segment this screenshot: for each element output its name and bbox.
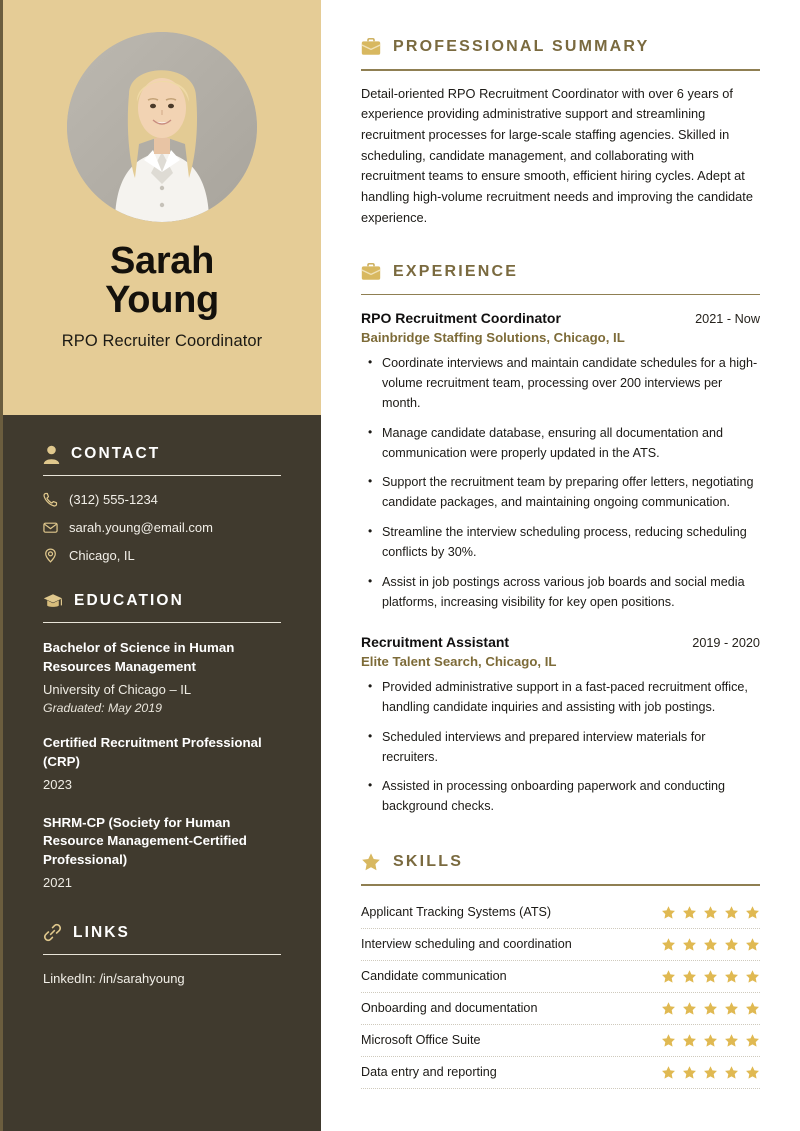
job-bullet: • Manage candidate database, ensuring all documentation and communication were properly updated in the ATS. xyxy=(379,424,760,464)
section-links xyxy=(3,921,321,986)
education-item xyxy=(43,814,281,893)
star-icon xyxy=(703,937,718,952)
education-item xyxy=(43,639,281,715)
skill-name: Data entry and reporting xyxy=(361,1065,497,1080)
links-header xyxy=(43,921,281,945)
star-icon xyxy=(745,1001,760,1016)
job-role: Recruitment Assistant xyxy=(361,633,510,650)
summary-text: Detail-oriented RPO Recruitment Coordinator with over 6 years of experience providing administrative support and streamlining recruitment processes for large-scale staffing agencies. Skilled in scheduling, candidate management, and collaborating with recruitment teams to ensure smooth, efficient hiring cycles. Adept at handling high-volume recruitment needs and improving the candidate experience. xyxy=(361,85,753,225)
star-icon xyxy=(724,1001,739,1016)
skill-name: Applicant Tracking Systems (ATS) xyxy=(361,905,552,920)
avatar xyxy=(67,32,257,222)
sidebar xyxy=(0,0,321,1131)
job-heading-row xyxy=(361,634,760,650)
skills-title: SKILLS xyxy=(393,853,464,871)
person-icon xyxy=(43,445,60,464)
links-title: LINKS xyxy=(73,923,130,941)
experience-job xyxy=(361,634,760,817)
star-icon xyxy=(703,1065,718,1080)
section-professional-summary xyxy=(361,34,760,229)
job-bullet: • Coordinate interviews and maintain candidate schedules for a high-volume recruitment team, processing over 200 interviews per month. xyxy=(379,354,760,414)
job-bullet: • Provided administrative support in a fast-paced recruitment office, handling candidate inquiries and assisting with job postings. xyxy=(379,678,760,718)
section-contact xyxy=(3,442,321,563)
section-education xyxy=(3,589,321,893)
star-icon xyxy=(682,1001,697,1016)
profile-header xyxy=(3,0,321,415)
education-degree: SHRM-CP (Society for Human Resource Management-Certified Professional) xyxy=(43,814,247,868)
skill-row xyxy=(361,1025,760,1057)
job-company: Bainbridge Staffing Solutions, Chicago, IL xyxy=(361,330,625,346)
envelope-icon xyxy=(43,520,58,535)
job-role: RPO Recruitment Coordinator xyxy=(361,310,561,327)
job-dates: 2019 - 2020 xyxy=(692,635,760,650)
section-skills xyxy=(361,849,760,1089)
star-icon xyxy=(682,1033,697,1048)
job-bullet: • Scheduled interviews and prepared interview materials for recruiters. xyxy=(379,728,760,768)
star-icon xyxy=(682,1065,697,1080)
star-icon xyxy=(682,969,697,984)
chain-link-icon xyxy=(43,923,62,942)
education-title: EDUCATION xyxy=(74,592,184,609)
skill-row xyxy=(361,929,760,961)
star-icon xyxy=(682,937,697,952)
graduation-cap-icon xyxy=(43,593,63,610)
contact-title: CONTACT xyxy=(71,445,161,462)
star-icon xyxy=(661,937,676,952)
contact-item-email[interactable] xyxy=(43,520,281,535)
contact-item-phone[interactable] xyxy=(43,492,281,507)
skill-rating-stars xyxy=(661,1001,760,1016)
star-icon xyxy=(724,1033,739,1048)
education-item xyxy=(43,734,281,794)
star-icon xyxy=(745,937,760,952)
location-pin-icon xyxy=(43,548,58,563)
star-icon xyxy=(361,852,381,872)
profile-name-last: Young xyxy=(105,278,219,321)
skill-rating-stars xyxy=(661,1065,760,1080)
star-icon xyxy=(661,1033,676,1048)
skill-rating-stars xyxy=(661,937,760,952)
divider xyxy=(361,294,760,296)
star-icon xyxy=(703,969,718,984)
education-header xyxy=(43,589,281,613)
contact-item-location[interactable] xyxy=(43,548,281,563)
job-bullet: • Support the recruitment team by preparing offer letters, negotiating candidate packages, and maintaining ongoing communication. xyxy=(379,473,760,513)
summary-header xyxy=(361,34,760,60)
education-school: 2023 xyxy=(43,777,72,792)
skill-row xyxy=(361,961,760,993)
job-company: Elite Talent Search, Chicago, IL xyxy=(361,653,557,669)
skill-name: Interview scheduling and coordination xyxy=(361,937,572,952)
divider xyxy=(43,954,281,955)
education-degree: Bachelor of Science in Human Resources Management xyxy=(43,640,235,674)
skills-list xyxy=(361,897,760,1089)
contact-email-value: sarah.young@email.com xyxy=(69,520,213,535)
skill-rating-stars xyxy=(661,1033,760,1048)
star-icon xyxy=(724,969,739,984)
job-dates: 2021 - Now xyxy=(695,312,760,327)
education-school: University of Chicago – IL xyxy=(43,681,192,697)
phone-icon xyxy=(43,492,58,507)
profile-name xyxy=(3,242,321,320)
experience-header xyxy=(361,259,760,285)
skill-name: Microsoft Office Suite xyxy=(361,1033,481,1048)
section-experience xyxy=(361,259,760,818)
contact-phone-value: (312) 555-1234 xyxy=(69,492,158,507)
job-bullet: • Assisted in processing onboarding paperwork and conducting background checks. xyxy=(379,777,760,817)
divider xyxy=(361,884,760,886)
education-date: Graduated: May 2019 xyxy=(43,701,162,716)
skill-row xyxy=(361,1057,760,1089)
contact-location-value: Chicago, IL xyxy=(69,548,135,563)
star-icon xyxy=(745,969,760,984)
star-icon xyxy=(682,905,697,920)
star-icon xyxy=(661,969,676,984)
divider xyxy=(361,69,760,71)
job-bullet: • Streamline the interview scheduling process, reducing scheduling conflicts by 30%. xyxy=(379,523,760,563)
job-bullets xyxy=(361,678,760,817)
education-school: 2021 xyxy=(43,875,72,891)
star-icon xyxy=(661,1065,676,1080)
divider xyxy=(43,475,281,476)
star-icon xyxy=(745,1033,760,1048)
profile-name-first: Sarah xyxy=(109,240,215,282)
star-icon xyxy=(661,905,676,920)
star-icon xyxy=(703,905,718,920)
briefcase-icon xyxy=(361,263,381,281)
star-icon xyxy=(703,1001,718,1016)
main-content xyxy=(321,0,800,1131)
star-icon xyxy=(724,905,739,920)
skill-rating-stars xyxy=(661,969,760,984)
skill-name: Onboarding and documentation xyxy=(361,1001,538,1016)
star-icon xyxy=(745,1065,760,1080)
star-icon xyxy=(745,905,760,920)
skill-rating-stars xyxy=(661,905,760,920)
skill-row xyxy=(361,897,760,929)
skills-header xyxy=(361,849,760,875)
divider xyxy=(43,622,281,623)
star-icon xyxy=(724,1065,739,1080)
job-heading-row xyxy=(361,310,760,326)
link-item-linkedin[interactable]: LinkedIn: /in/sarahyoung xyxy=(43,970,185,986)
profile-headline: RPO Recruiter Coordinator xyxy=(61,331,263,350)
skill-name: Candidate communication xyxy=(361,969,507,984)
experience-job xyxy=(361,310,760,613)
star-icon xyxy=(661,1001,676,1016)
star-icon xyxy=(724,937,739,952)
contact-header xyxy=(43,442,281,466)
briefcase-icon xyxy=(361,38,381,56)
job-bullets xyxy=(361,354,760,613)
star-icon xyxy=(703,1033,718,1048)
user-photo-icon xyxy=(67,32,257,222)
education-degree: Certified Recruitment Professional (CRP) xyxy=(43,735,262,770)
experience-title: EXPERIENCE xyxy=(393,262,519,280)
job-bullet: • Assist in job postings across various job boards and social media platforms, increasing visibility for key open positions. xyxy=(379,573,760,613)
summary-title: PROFESSIONAL SUMMARY xyxy=(393,38,650,55)
skill-row xyxy=(361,993,760,1025)
